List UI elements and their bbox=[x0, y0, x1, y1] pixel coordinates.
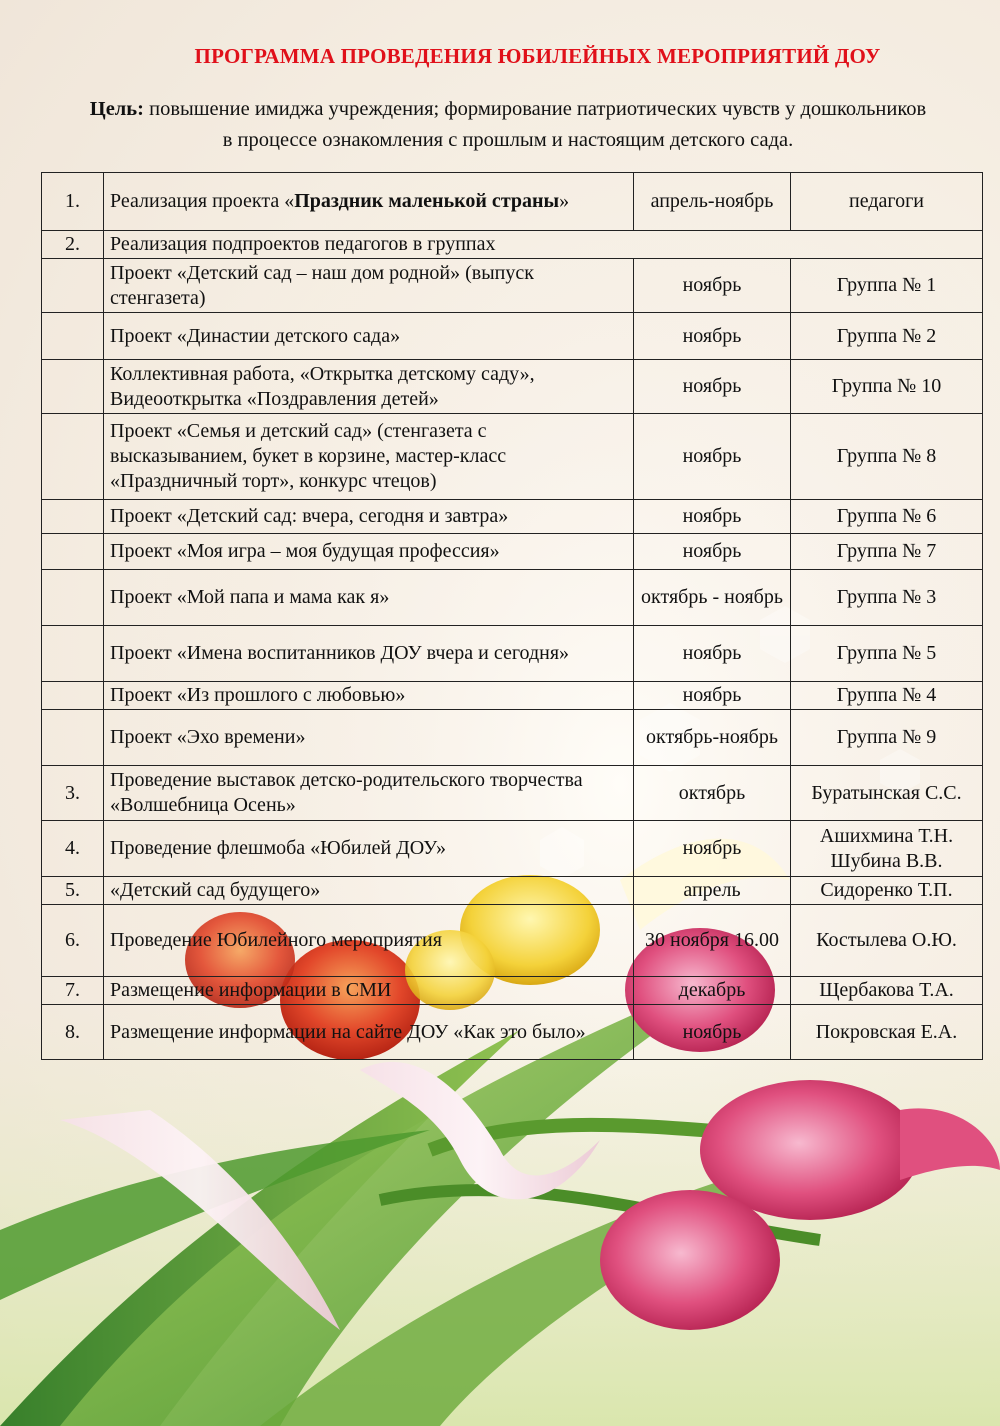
event-responsible: Группа № 9 bbox=[791, 710, 983, 766]
events-table bbox=[41, 172, 983, 1060]
row-number: 7. bbox=[42, 977, 104, 1005]
row-number bbox=[42, 414, 104, 500]
event-date: апрель-ноябрь bbox=[634, 173, 791, 231]
event-date: ноябрь bbox=[634, 414, 791, 500]
event-responsible: Группа № 5 bbox=[791, 626, 983, 682]
event-description: Проведение Юбилейного мероприятия bbox=[104, 905, 634, 977]
table-row bbox=[42, 710, 983, 766]
table-row bbox=[42, 905, 983, 977]
event-description: Реализация проекта «Праздник маленькой страны» bbox=[104, 173, 634, 231]
row-number: 3. bbox=[42, 766, 104, 821]
event-description: Проект «Имена воспитанников ДОУ вчера и сегодня» bbox=[104, 626, 634, 682]
table-row bbox=[42, 821, 983, 877]
row-number bbox=[42, 626, 104, 682]
event-description: Реализация подпроектов педагогов в группах bbox=[104, 231, 983, 259]
event-responsible: Группа № 7 bbox=[791, 534, 983, 570]
event-description: Проект «Детский сад: вчера, сегодня и завтра» bbox=[104, 500, 634, 534]
row-number: 5. bbox=[42, 877, 104, 905]
table-row bbox=[42, 877, 983, 905]
event-responsible: Группа № 1 bbox=[791, 259, 983, 313]
event-description: Проект «Моя игра – моя будущая профессия» bbox=[104, 534, 634, 570]
table-row bbox=[42, 259, 983, 313]
row-number: 2. bbox=[42, 231, 104, 259]
table-row bbox=[42, 977, 983, 1005]
goal-label: Цель: bbox=[89, 98, 144, 120]
event-description: Проведение выставок детско-родительского творчества «Волшебница Осень» bbox=[104, 766, 634, 821]
event-date: октябрь bbox=[634, 766, 791, 821]
event-date: апрель bbox=[634, 877, 791, 905]
event-description: Размещение информации в СМИ bbox=[104, 977, 634, 1005]
event-date: октябрь - ноябрь bbox=[634, 570, 791, 626]
event-responsible: Покровская Е.А. bbox=[791, 1005, 983, 1060]
event-description: Проект «Из прошлого с любовью» bbox=[104, 682, 634, 710]
event-date: октябрь-ноябрь bbox=[634, 710, 791, 766]
table-row bbox=[42, 500, 983, 534]
project-name-bold: Праздник маленькой страны bbox=[294, 190, 560, 212]
event-date: ноябрь bbox=[634, 360, 791, 414]
table-row bbox=[42, 682, 983, 710]
row-number: 1. bbox=[42, 173, 104, 231]
event-date: декабрь bbox=[634, 977, 791, 1005]
event-description: Коллективная работа, «Открытка детскому саду», Видеооткрытка «Поздравления детей» bbox=[104, 360, 634, 414]
table-row bbox=[42, 570, 983, 626]
row-number bbox=[42, 313, 104, 360]
event-responsible: Группа № 3 bbox=[791, 570, 983, 626]
row-number: 8. bbox=[42, 1005, 104, 1060]
table-row bbox=[42, 231, 983, 259]
event-date: ноябрь bbox=[634, 313, 791, 360]
page-title: ПРОГРАММА ПРОВЕДЕНИЯ ЮБИЛЕЙНЫХ МЕРОПРИЯТИЙ ДОУ bbox=[194, 44, 881, 68]
row-number: 6. bbox=[42, 905, 104, 977]
event-description: Проект «Семья и детский сад» (стенгазета с высказыванием, букет в корзине, мастер-класс «Праздничный торт», конкурс чтецов) bbox=[104, 414, 634, 500]
event-date: ноябрь bbox=[634, 534, 791, 570]
table-row bbox=[42, 626, 983, 682]
event-responsible: Группа № 8 bbox=[791, 414, 983, 500]
event-description: Проект «Эхо времени» bbox=[104, 710, 634, 766]
event-responsible: Буратынская С.С. bbox=[791, 766, 983, 821]
row-number: 4. bbox=[42, 821, 104, 877]
row-number bbox=[42, 259, 104, 313]
event-description: Проект «Детский сад – наш дом родной» (выпуск стенгазета) bbox=[104, 259, 634, 313]
table-row bbox=[42, 414, 983, 500]
event-responsible: Группа № 2 bbox=[791, 313, 983, 360]
event-date: ноябрь bbox=[634, 682, 791, 710]
table-row bbox=[42, 1005, 983, 1060]
row-number bbox=[42, 500, 104, 534]
row-number bbox=[42, 682, 104, 710]
event-responsible: педагоги bbox=[791, 173, 983, 231]
event-responsible: Группа № 4 bbox=[791, 682, 983, 710]
row-number bbox=[42, 710, 104, 766]
event-date: ноябрь bbox=[634, 626, 791, 682]
event-description: Проект «Мой папа и мама как я» bbox=[104, 570, 634, 626]
event-description: «Детский сад будущего» bbox=[104, 877, 634, 905]
table-row bbox=[42, 173, 983, 231]
event-date: 30 ноября 16.00 bbox=[634, 905, 791, 977]
goal-text: повышение имиджа учреждения; формирование патриотических чувств у дошкольников в процессе ознакомления с прошлым и настоящим детского сада. bbox=[143, 98, 927, 151]
event-responsible: Костылева О.Ю. bbox=[791, 905, 983, 977]
event-description: Проект «Династии детского сада» bbox=[104, 313, 634, 360]
event-description: Размещение информации на сайте ДОУ «Как это было» bbox=[104, 1005, 634, 1060]
row-number bbox=[42, 360, 104, 414]
event-responsible: Сидоренко Т.П. bbox=[791, 877, 983, 905]
event-date: ноябрь bbox=[634, 259, 791, 313]
table-row bbox=[42, 313, 983, 360]
event-responsible: Щербакова Т.А. bbox=[791, 977, 983, 1005]
event-responsible: Группа № 6 bbox=[791, 500, 983, 534]
event-date: ноябрь bbox=[634, 821, 791, 877]
event-responsible: Ашихмина Т.Н. Шубина В.В. bbox=[791, 821, 983, 877]
row-number bbox=[42, 570, 104, 626]
goal-paragraph bbox=[88, 94, 928, 156]
table-row bbox=[42, 360, 983, 414]
table-row bbox=[42, 534, 983, 570]
table-row bbox=[42, 766, 983, 821]
event-date: ноябрь bbox=[634, 1005, 791, 1060]
event-date: ноябрь bbox=[634, 500, 791, 534]
event-description: Проведение флешмоба «Юбилей ДОУ» bbox=[104, 821, 634, 877]
event-responsible: Группа № 10 bbox=[791, 360, 983, 414]
row-number bbox=[42, 534, 104, 570]
